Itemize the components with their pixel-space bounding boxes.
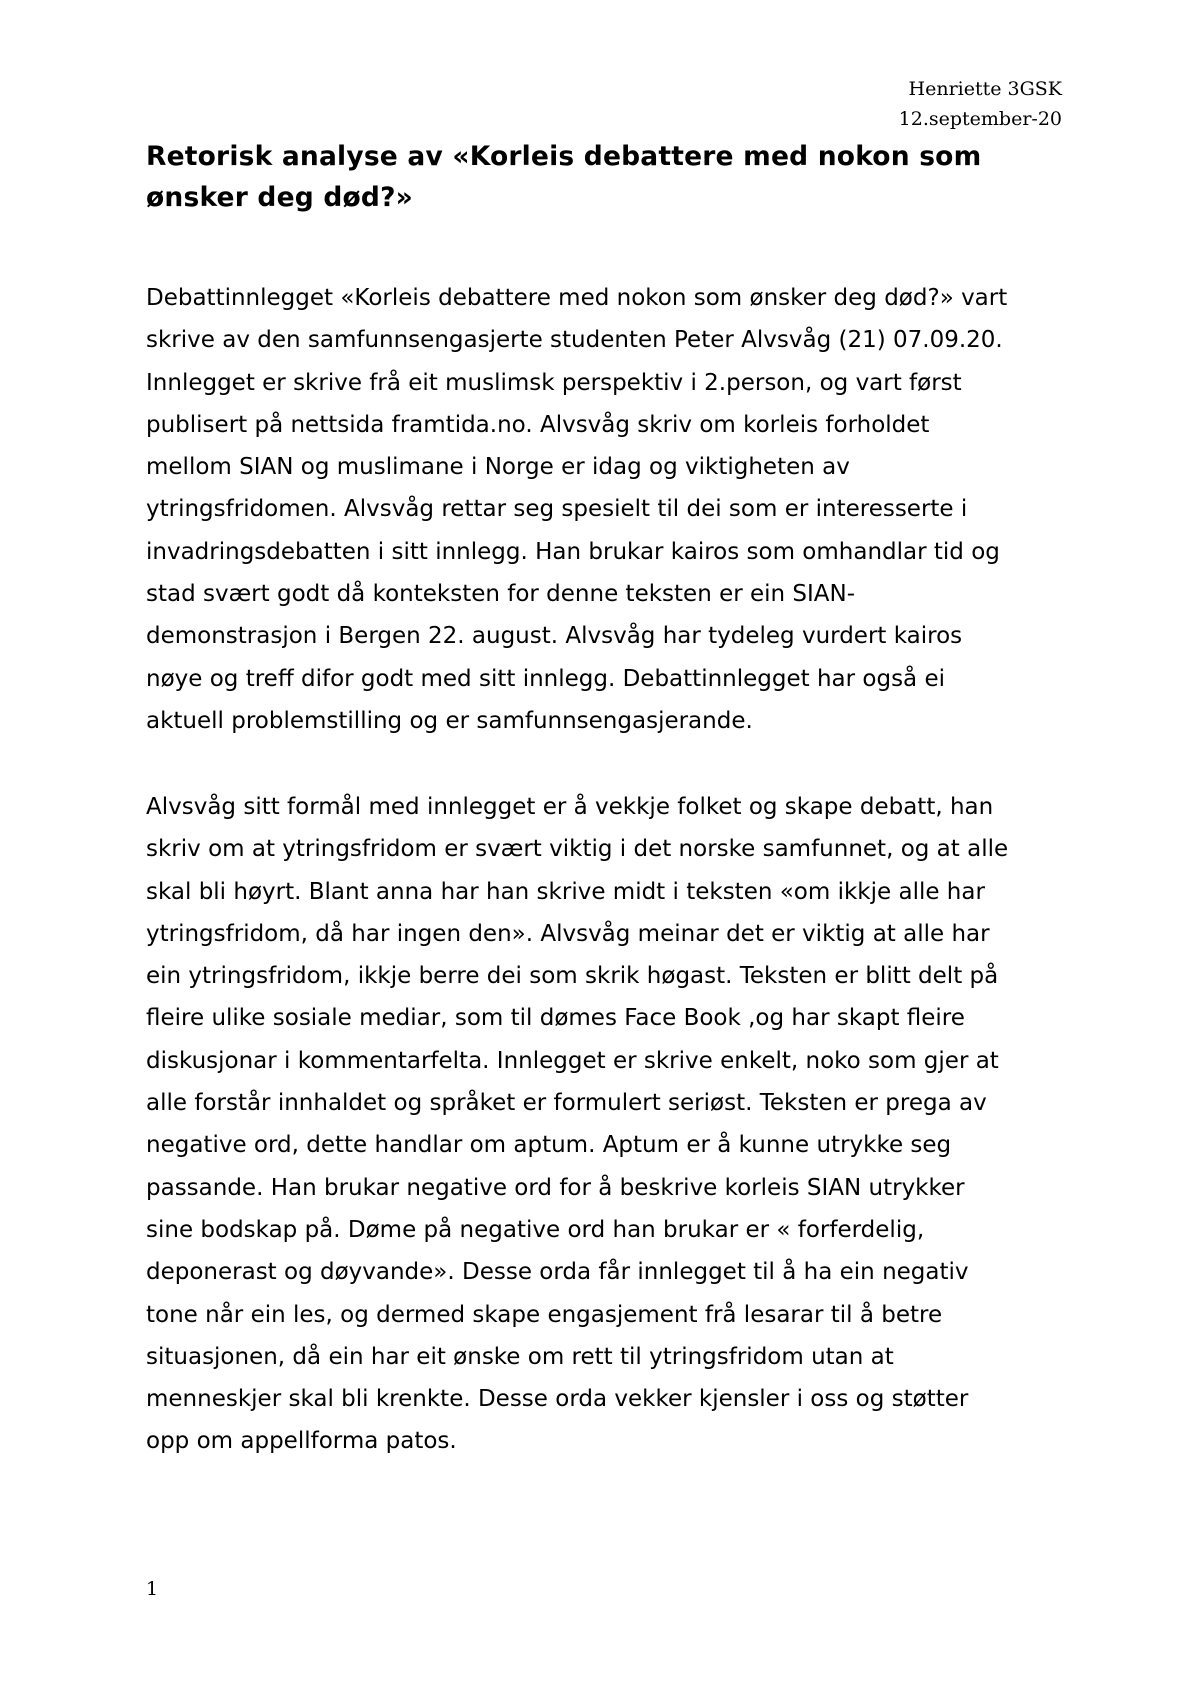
text-line: tone når ein les, og dermed skape engasjement frå lesarar til å betre (146, 1301, 943, 1328)
text-line: opp om appellforma patos. (146, 1428, 457, 1455)
text-line: mellom SIAN og muslimane i Norge er idag og viktigheten av (146, 454, 850, 481)
text-line: negative ord, dette handlar om aptum. Aptum er å kunne utrykke seg (146, 1132, 952, 1159)
text-line: deponerast og døyvande». Desse orda får innlegget til å ha ein negativ (146, 1259, 969, 1286)
text-line: alle forstår innhaldet og språket er formulert seriøst. Teksten er prega av (146, 1090, 987, 1117)
paragraph-purpose (146, 786, 1076, 1463)
page-number: 1 (146, 1578, 159, 1600)
text-line: menneskjer skal bli krenkte. Desse orda vekker kjensler i oss og støtter (146, 1386, 969, 1413)
title-line: ønsker deg død?» (146, 182, 413, 213)
text-line: ytringsfridomen. Alvsvåg rettar seg spesielt til dei som er interesserte i (146, 496, 968, 523)
date-label: 12.september-20 (898, 108, 1062, 130)
text-line: nøye og treff difor godt med sitt innlegg. Debattinnlegget har også ei (146, 665, 945, 692)
text-line: demonstrasjon i Bergen 22. august. Alvsvåg har tydeleg vurdert kairos (146, 623, 963, 650)
paragraph-intro (146, 277, 1076, 742)
text-line: Alvsvåg sitt formål med innlegget er å vekkje folket og skape debatt, han (146, 794, 994, 820)
document-header (899, 74, 1062, 134)
text-line: situasjonen, då ein har eit ønske om rett til ytringsfridom utan at (146, 1343, 894, 1370)
text-line: fleire ulike sosiale mediar, som til dømes Face Book ,og har skapt fleire (146, 1005, 965, 1032)
author-class-label: Henriette 3GSK (908, 78, 1062, 100)
text-line: stad svært godt då konteksten for denne teksten er ein SIAN- (146, 581, 856, 608)
title-line: Retorisk analyse av «Korleis debattere med nokon som (146, 141, 982, 172)
text-line: ytringsfridom, då har ingen den». Alvsvåg meinar det er viktig at alle har (146, 920, 990, 947)
text-line: skriv om at ytringsfridom er svært viktig i det norske samfunnet, og at alle (146, 836, 1009, 863)
text-line: Innlegget er skrive frå eit muslimsk perspektiv i 2.person, og vart først (146, 369, 962, 396)
text-line: skal bli høyrt. Blant anna har han skrive midt i teksten «om ikkje alle har (146, 878, 985, 905)
text-line: skrive av den samfunnsengasjerte studenten Peter Alvsvåg (21) 07.09.20. (146, 327, 1003, 354)
document-title (146, 136, 1066, 218)
text-line: invadringsdebatten i sitt innlegg. Han brukar kairos som omhandlar tid og (146, 538, 1000, 565)
text-line: sine bodskap på. Døme på negative ord han brukar er « forferdelig, (146, 1216, 925, 1243)
text-line: passande. Han brukar negative ord for å beskrive korleis SIAN utrykker (146, 1174, 965, 1201)
text-line: ein ytringsfridom, ikkje berre dei som skrik høgast. Teksten er blitt delt på (146, 963, 999, 990)
text-line: publisert på nettsida framtida.no. Alvsvåg skriv om korleis forholdet (146, 411, 930, 438)
text-line: diskusjonar i kommentarfelta. Innlegget er skrive enkelt, noko som gjer at (146, 1047, 999, 1074)
text-line: Debattinnlegget «Korleis debattere med nokon som ønsker deg død?» vart (146, 285, 1008, 311)
text-line: aktuell problemstilling og er samfunnsengasjerande. (146, 707, 753, 734)
